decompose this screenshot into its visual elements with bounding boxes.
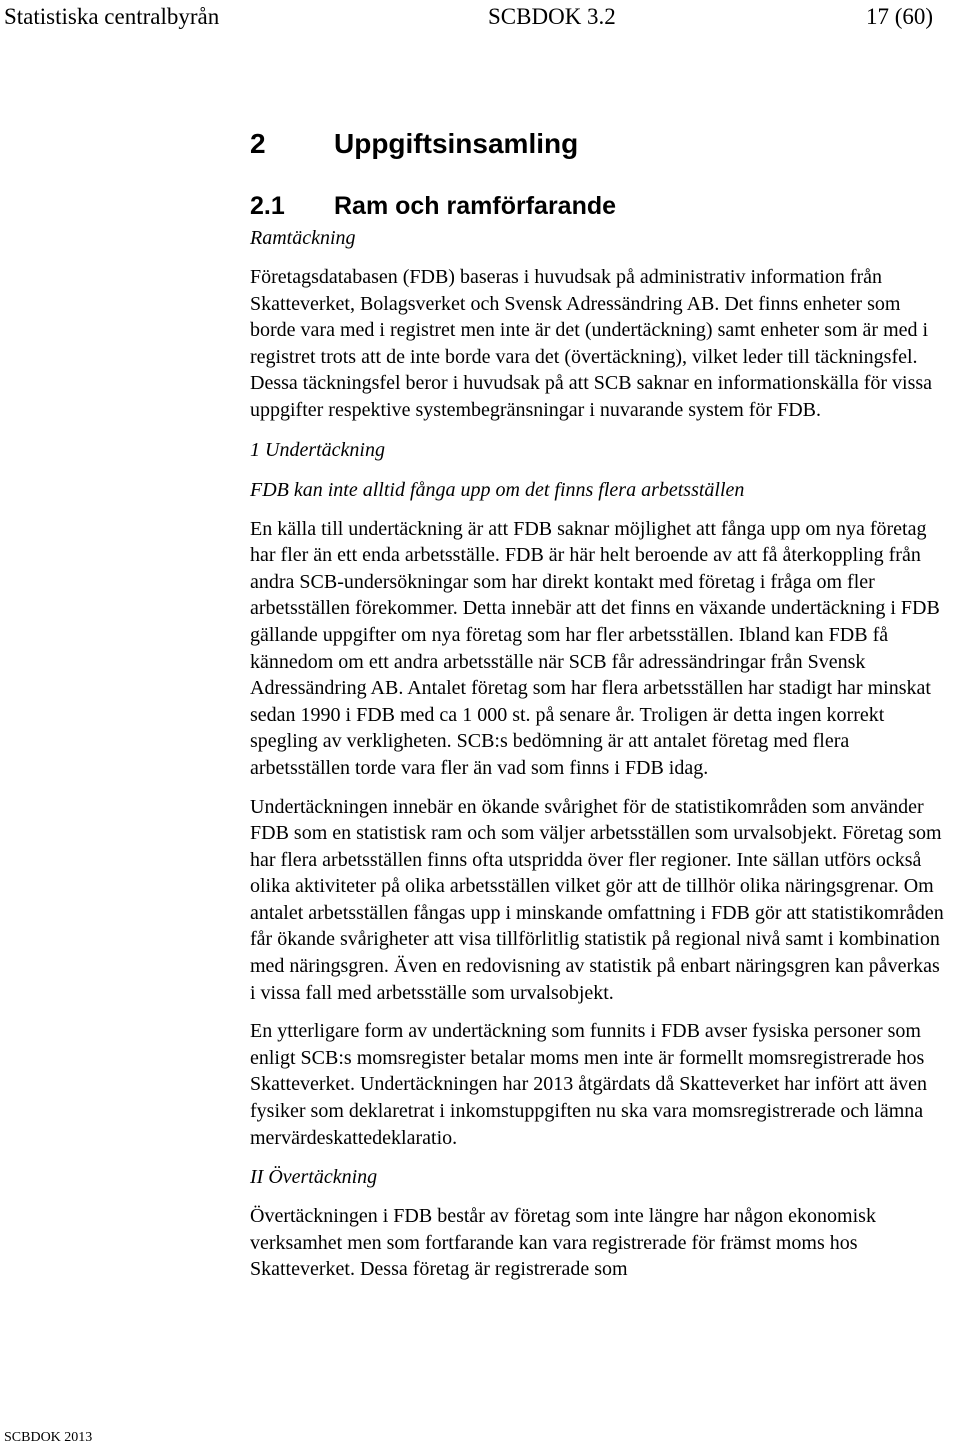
paragraph-ramtackning: Företagsdatabasen (FDB) baseras i huvudsak på administrativ information från Skatteverket, Bolagsverket och Svensk Adressändring AB. Det finns enheter som borde vara med i registret men inte är det (undertäckning) samt enheter som är med i registret trots att de inte borde vara det (övertäckning), vilket leder till täckningsfel. Dessa täckningsfel beror i huvudsak på att SCB saknar en informationskälla för vissa uppgifter respektive systembegränsningar i nuvarande system för FDB.: [250, 266, 933, 421]
document-id: SCBDOK 3.2: [488, 4, 616, 29]
paragraph-kalla-undertackning: En källa till undertäckning är att FDB saknar möjlighet att fånga upp om nya företag har fler än ett enda arbetsställe. FDB är här helt beroende av att få återkoppling från andra SCB-undersökningar som har direkt kontakt med företag i fråga om fler arbetsställen förekommer. Detta innebär att det finns en växande undertäckning i FDB gällande uppgifter om nya företag som har fler arbetsställen. Ibland kan FDB få kännedom om ett andra arbetsställe när SCB får adressändringar från Svensk Adressändring AB. Antalet företag som har flera arbetsställen har stadigt har minskat sedan 1990 i FDB med ca 1 000 st. på senare år. Troligen är detta ingen korrekt spegling av verkligheten. SCB:s bedömning är att antalet företag med flera arbetsställen torde vara fler än vad som finns i FDB idag.: [250, 517, 940, 779]
section-title: Uppgiftsinsamling: [334, 128, 579, 159]
subsection-heading: [250, 188, 950, 224]
ramtackning-heading: Ramtäckning: [250, 227, 356, 249]
paragraph-overtackning: Övertäckningen i FDB består av företag som inte längre har någon ekonomisk verksamhet men som fortfarande kan vara registrerade för främst moms hos Skatteverket. Dessa företag är registrerade som: [250, 1205, 876, 1281]
section-number: 2: [250, 128, 266, 159]
page-number: 17 (60): [866, 4, 934, 29]
page-footer: SCBDOK 2013: [4, 1430, 93, 1445]
section-heading: [250, 122, 950, 166]
overtackning-heading: II Övertäckning: [250, 1166, 378, 1189]
document-body: [250, 122, 950, 1295]
page-header: [0, 0, 960, 40]
paragraph-okande-svarighet: Undertäckningen innebär en ökande svårighet för de statistikområden som använder FDB som en statistisk ram och som väljer arbetsställen som urvalsobjekt. Företag som har flera arbetsställen finns ofta utspridda över fler regioner. Inte sällan utförs också olika aktiviteter på olika arbetsställen vilket gör att de tillhör olika näringsgrenar. Om antalet arbetsställen fångas upp i minskande omfattning i FDB gör att statistikområden får ökande svårigheter att visa tillförlitlig statistik på regional nivå samt i kombination med näringsgren. Även en redovisning av statistik på enbart näringsgren kan påverkas i vissa fall med arbetsställe som urvalsobjekt.: [250, 795, 944, 1004]
paragraph-fysiska-personer: En ytterligare form av undertäckning som funnits i FDB avser fysiska personer som enligt SCB:s momsregister betalar moms men inte är formellt momsregistrerade hos Skatteverket. Undertäckningen har 2013 åtgärdats då Skatteverket har infört att även fysiker som deklaretrat i inkomstuppgiften nu ska vara momsregistrerade och lämna mervärdeskattedeklaratio.: [250, 1020, 927, 1149]
subsection-title: Ram och ramförfarande: [334, 192, 617, 220]
fdb-arbetsstallen-heading: FDB kan inte alltid fånga upp om det finns flera arbetsställen: [250, 478, 745, 501]
subsection-number: 2.1: [250, 192, 285, 220]
undertackning-heading: 1 Undertäckning: [250, 438, 385, 461]
organization-name: Statistiska centralbyrån: [4, 4, 220, 29]
